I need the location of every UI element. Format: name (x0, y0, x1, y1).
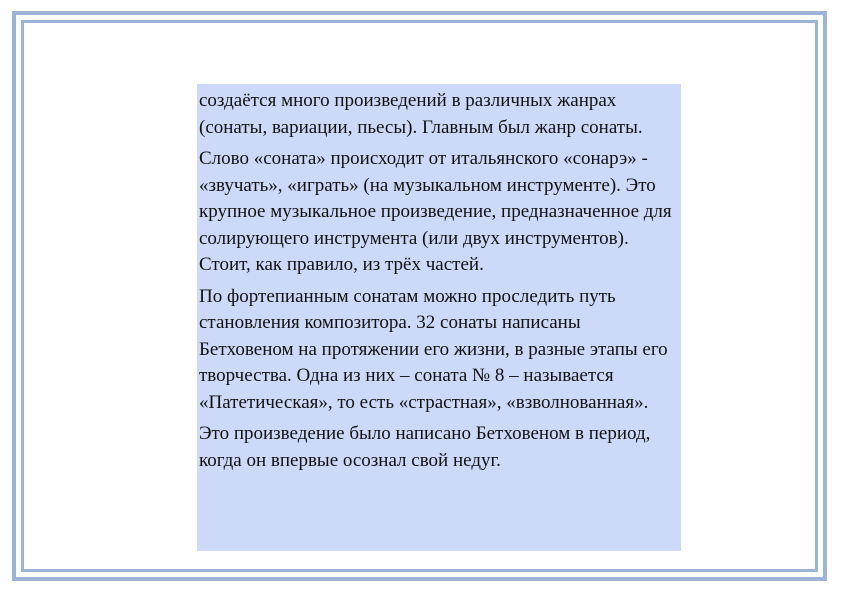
text-box (197, 84, 681, 551)
paragraph-illness: Это произведение было написано Бетховеном в период, когда он впервые осознал свой недуг. (199, 423, 651, 471)
paragraph-piano-sonatas: По фортепианным сонатам можно проследить путь становления композитора. 32 сонаты написаны Бетховеном на протяжении его жизни, в разные этапы его творчества. Одна из них – соната № 8 – называется «Патетическая», то есть «страстная», «взволнованная». (199, 285, 668, 413)
paragraph-genres: создаётся много произведений в различных жанрах (сонаты, вариации, пьесы). Главным был жанр сонаты. (199, 90, 643, 138)
paragraph-sonata-definition: Слово «соната» происходит от итальянского «сонарэ» - «звучать», «играть» (на музыкальном инструменте). Это крупное музыкальное произведение, предназначенное для солирующего инструмента (или двух инструментов). Стоит, как правило, из трёх частей. (199, 148, 672, 275)
